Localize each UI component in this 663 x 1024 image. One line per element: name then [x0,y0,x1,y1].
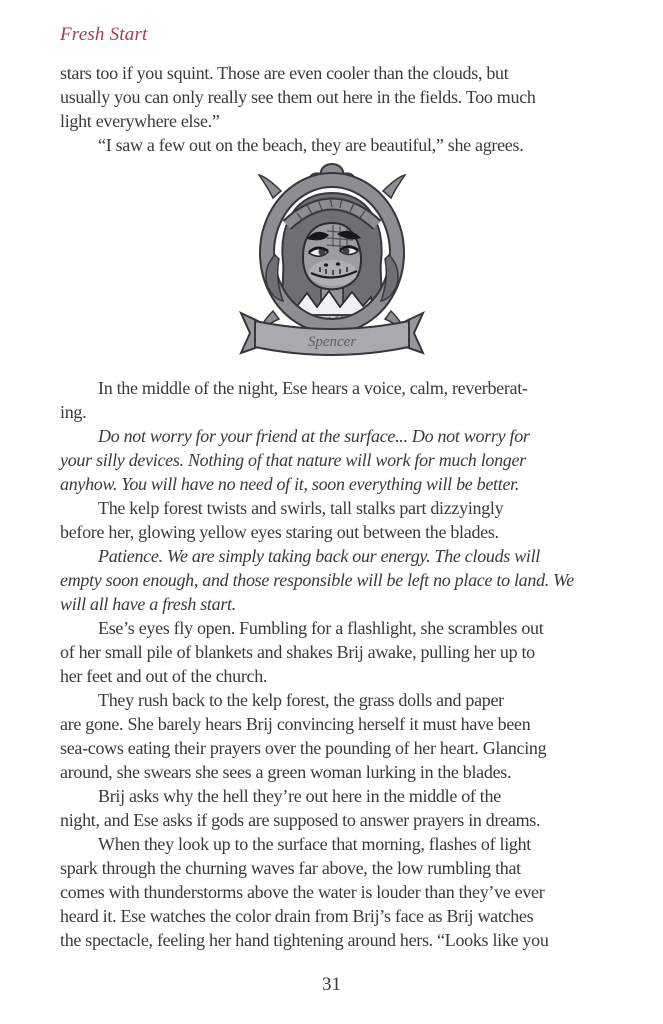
spencer-portrait-illustration [237,163,427,365]
text-line: Patience. We are simply taking back our energy. The clouds will [98,546,541,566]
text-block-1 [60,61,622,157]
text-line: stars too if you squint. Those are even cooler than the clouds, but [60,63,509,83]
text-line: around, she swears she sees a green woman lurking in the blades. [60,762,512,782]
text-line: When they look up to the surface that morning, flashes of light [98,834,531,854]
text-line: Do not worry for your friend at the surface... Do not worry for [98,426,530,446]
text-line: The kelp forest twists and swirls, tall stalks part dizzyingly [98,498,504,518]
text-line: spark through the churning waves far above, the low rumbling that [60,858,521,878]
page-number: 31 [322,974,341,995]
text-line: before her, glowing yellow eyes staring out between the blades. [60,522,499,542]
portrait-frame-graphic [237,163,427,365]
text-line: light everywhere else.” [60,111,220,131]
text-line: empty soon enough, and those responsible will be left no place to land. We [60,570,574,590]
text-line: heard it. Ese watches the color drain from Brij’s face as Brij watches [60,906,534,926]
portrait-caption: Spencer [307,334,357,350]
text-line: anyhow. You will have no need of it, soon everything will be better. [60,474,520,494]
text-line: the spectacle, feeling her hand tightening around hers. “Looks like you [60,930,549,950]
chapter-title: Fresh Start [60,24,148,45]
text-line: In the middle of the night, Ese hears a voice, calm, reverberat- [98,378,528,398]
text-line: Ese’s eyes fly open. Fumbling for a flashlight, she scrambles out [98,618,544,638]
text-line: usually you can only really see them out here in the fields. Too much [60,87,536,107]
text-line: They rush back to the kelp forest, the grass dolls and paper [98,690,504,710]
text-line: night, and Ese asks if gods are supposed to answer prayers in dreams. [60,810,541,830]
text-line: your silly devices. Nothing of that nature will work for much longer [60,450,526,470]
text-block-2 [60,376,622,952]
text-line: of her small pile of blankets and shakes Brij awake, pulling her up to [60,642,535,662]
text-line: “I saw a few out on the beach, they are beautiful,” she agrees. [98,135,524,155]
text-line: are gone. She barely hears Brij convincing herself it must have been [60,714,531,734]
text-line: ing. [60,402,87,422]
text-line: her feet and out of the church. [60,666,268,686]
text-line: comes with thunderstorms above the water is louder than they’ve ever [60,882,545,902]
text-line: will all have a fresh start. [60,594,236,614]
text-line: Brij asks why the hell they’re out here in the middle of the [98,786,501,806]
text-line: sea-cows eating their prayers over the pounding of her heart. Glancing [60,738,547,758]
